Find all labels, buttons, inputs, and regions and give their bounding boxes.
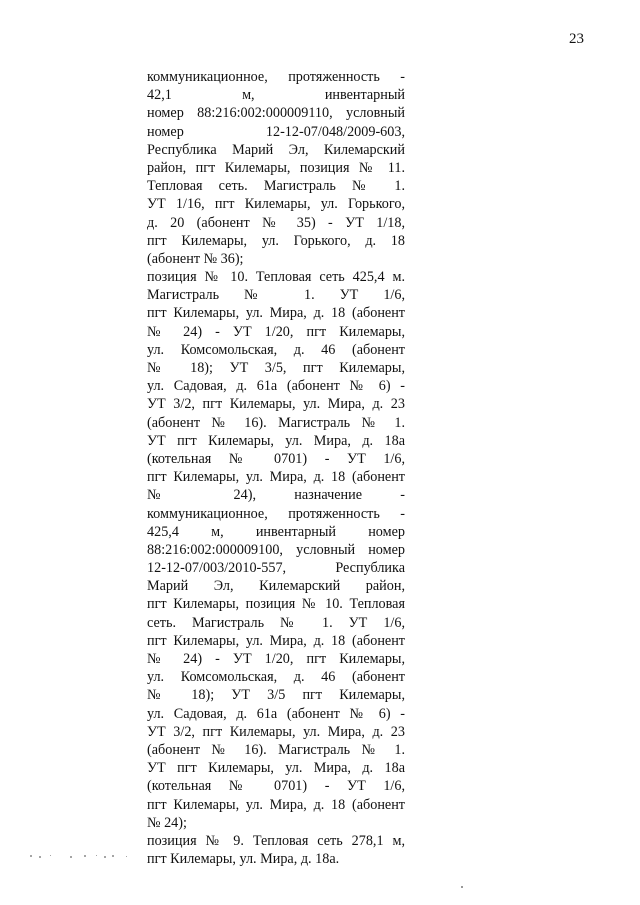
text-line: сеть. Магистраль № 1. УТ 1/6, [147,614,405,631]
text-line: пгт Килемары, позиция № 10. Тепловая [147,596,405,613]
text-line: Магистраль № 1. УТ 1/6, [147,287,405,304]
scan-speck [84,855,86,857]
page-number: 23 [569,31,584,47]
text-line: номер 88:216:002:000009110, условный [147,105,405,122]
text-line: № 24) - УТ 1/20, пгт Килемары, [147,323,405,340]
text-line: пгт Килемары, ул. Мира, д. 18 (абонент [147,632,405,649]
text-line: пгт Килемары, ул. Мира, д. 18а. [147,851,340,868]
scan-speck [112,855,114,857]
text-line: ул. Комсомольская, д. 46 (абонент [147,669,405,686]
scan-speck [39,856,41,858]
text-line: коммуникационное, протяженность - [147,505,405,522]
text-line: 42,1 м, инвентарный [147,87,405,104]
text-line: номер 12-12-07/048/2009-603, [147,123,405,140]
text-line: пгт Килемары, ул. Горького, д. 18 [147,232,405,249]
text-line: Тепловая сеть. Магистраль № 1. [147,178,405,195]
text-line: позиция № 10. Тепловая сеть 425,4 м. [147,269,405,286]
text-line: (абонент № 36); [147,250,244,267]
text-line: 88:216:002:000009100, условный номер [147,541,405,558]
scan-speck [30,855,32,857]
text-column [147,68,405,868]
text-line: ул. Садовая, д. 61а (абонент № 6) - [147,378,405,395]
text-line: позиция № 9. Тепловая сеть 278,1 м, [147,832,405,849]
scan-speck [126,856,127,857]
scan-speck [104,856,106,858]
text-line: УТ 1/16, пгт Килемары, ул. Горького, [147,196,405,213]
text-line: Республика Марий Эл, Килемарский [147,141,405,158]
text-line: пгт Килемары, ул. Мира, д. 18 (абонент [147,305,405,322]
text-line: (котельная № 0701) - УТ 1/6, [147,778,405,795]
text-line: УТ пгт Килемары, ул. Мира, д. 18а [147,432,405,449]
scan-mark [461,886,463,888]
text-line: Марий Эл, Килемарский район, [147,578,405,595]
text-line: район, пгт Килемары, позиция № 11. [147,159,405,176]
scan-speck [70,856,72,858]
text-line: пгт Килемары, ул. Мира, д. 18 (абонент [147,796,405,813]
text-line: 12-12-07/003/2010-557, Республика [147,560,405,577]
text-line: № 24); [147,814,187,831]
text-line: УТ 3/2, пгт Килемары, ул. Мира, д. 23 [147,723,405,740]
text-line: коммуникационное, протяженность - [147,69,405,85]
text-line: пгт Килемары, ул. Мира, д. 18 (абонент [147,469,405,486]
scan-specks [30,853,150,859]
text-line: № 18); УТ 3/5, пгт Килемары, [147,360,405,376]
text-line: ул. Садовая, д. 61а (абонент № 6) - [147,705,405,722]
text-line: ул. Комсомольская, д. 46 (абонент [147,341,405,358]
text-line: (котельная № 0701) - УТ 1/6, [147,450,405,467]
text-line: д. 20 (абонент № 35) - УТ 1/18, [147,214,405,231]
text-line: 425,4 м, инвентарный номер [147,523,405,540]
text-line: № 24), назначение - [147,487,405,504]
scan-speck [96,855,97,856]
text-line: (абонент № 16). Магистраль № 1. [147,741,405,758]
scan-speck [50,855,51,856]
text-line: УТ пгт Килемары, ул. Мира, д. 18а [147,760,405,777]
text-line: (абонент № 16). Магистраль № 1. [147,414,405,431]
text-line: № 24) - УТ 1/20, пгт Килемары, [147,651,405,667]
text-line: УТ 3/2, пгт Килемары, ул. Мира, д. 23 [147,396,405,413]
text-line: № 18); УТ 3/5 пгт Килемары, [147,687,405,704]
